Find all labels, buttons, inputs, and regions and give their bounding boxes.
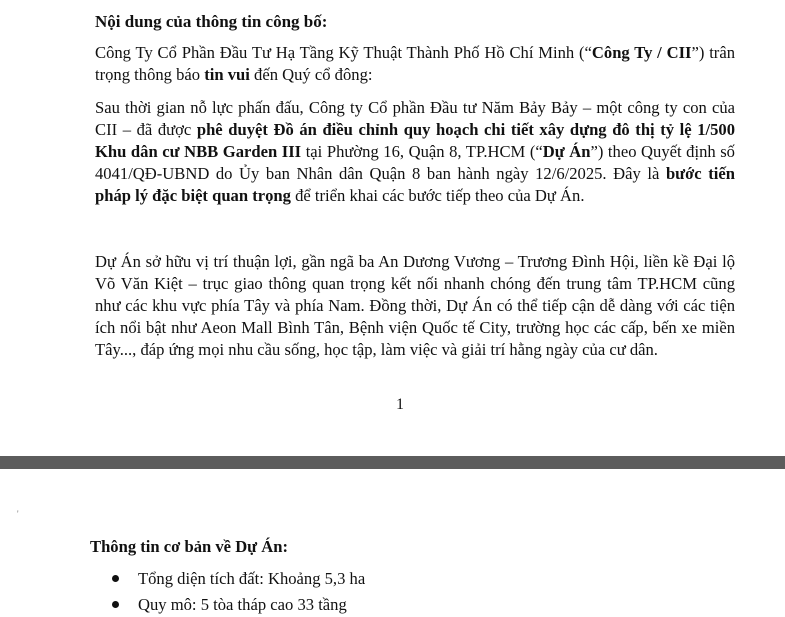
text-run: tại Phường 16, Quận 8, TP.HCM (“ bbox=[301, 142, 543, 161]
bold-text-run: tin vui bbox=[204, 65, 250, 84]
section-heading: Nội dung của thông tin công bố: bbox=[95, 12, 328, 31]
approval-paragraph bbox=[95, 97, 735, 207]
page-number: 1 bbox=[396, 396, 404, 413]
bold-text-run: Công Ty / CII bbox=[591, 43, 692, 62]
list-item bbox=[112, 593, 365, 617]
project-info-list bbox=[112, 567, 365, 617]
document-page-2 bbox=[0, 469, 785, 617]
scan-mark: ' bbox=[17, 509, 19, 519]
text-run: Công Ty Cổ Phần Đầu Tư Hạ Tầng Kỹ Thuật Thành Phố Hồ Chí Minh (“ bbox=[95, 43, 592, 62]
text-run: đến Quý cổ đông: bbox=[249, 65, 373, 84]
text-run: để triển khai các bước tiếp theo của Dự Án. bbox=[290, 186, 585, 205]
location-paragraph: Dự Án sở hữu vị trí thuận lợi, gần ngã ba An Dương Vương – Trương Đình Hội, liền kề Đại lộ Võ Văn Kiệt – trục giao thông quan trọng kết nối nhanh chóng đến trung tâm TP.HCM cũng như các khu vực phía Tây và phía Nam. Đồng thời, Dự Án có thể tiếp cận dễ dàng với các tiện ích nổi bật như Aeon Mall Bình Tân, Bệnh viện Quốc tế City, trường học các cấp, bến xe miền Tây..., đáp ứng mọi nhu cầu sống, học tập, làm việc và giải trí hằng ngày của cư dân. bbox=[95, 252, 735, 359]
project-info-heading: Thông tin cơ bản về Dự Án: bbox=[90, 537, 289, 556]
list-item-text: Quy mô: 5 tòa tháp cao 33 tầng bbox=[138, 595, 347, 614]
intro-paragraph bbox=[95, 42, 735, 86]
page-break-divider bbox=[0, 456, 785, 469]
bold-text-run: phê duyệt Đồ án điều chỉnh quy hoạch chi tiết xây dựng đô thị tỷ lệ 1/500 Khu dân cư NBB Garden III bbox=[95, 120, 736, 161]
bullet-icon bbox=[112, 575, 119, 582]
bullet-icon bbox=[112, 601, 119, 608]
bold-text-run: Dự Án bbox=[542, 142, 591, 161]
list-item-text: Tổng diện tích đất: Khoảng 5,3 ha bbox=[138, 569, 366, 588]
text-run: Sau thời gian nỗ lực phấn đấu, Công ty Cổ phần Đầu tư Năm Bảy Bảy – một công ty con của CII – đã được bbox=[95, 98, 735, 139]
text-run: ”) theo Quyết định số 4041/QĐ-UBND do Ủy ban Nhân dân Quận 8 ban hành ngày 12/6/2025. Đây là bbox=[95, 142, 735, 183]
list-item bbox=[112, 567, 365, 593]
bold-text-run: bước tiến pháp lý đặc biệt quan trọng bbox=[95, 164, 735, 205]
text-run: ”) trân trọng thông báo bbox=[95, 43, 735, 84]
